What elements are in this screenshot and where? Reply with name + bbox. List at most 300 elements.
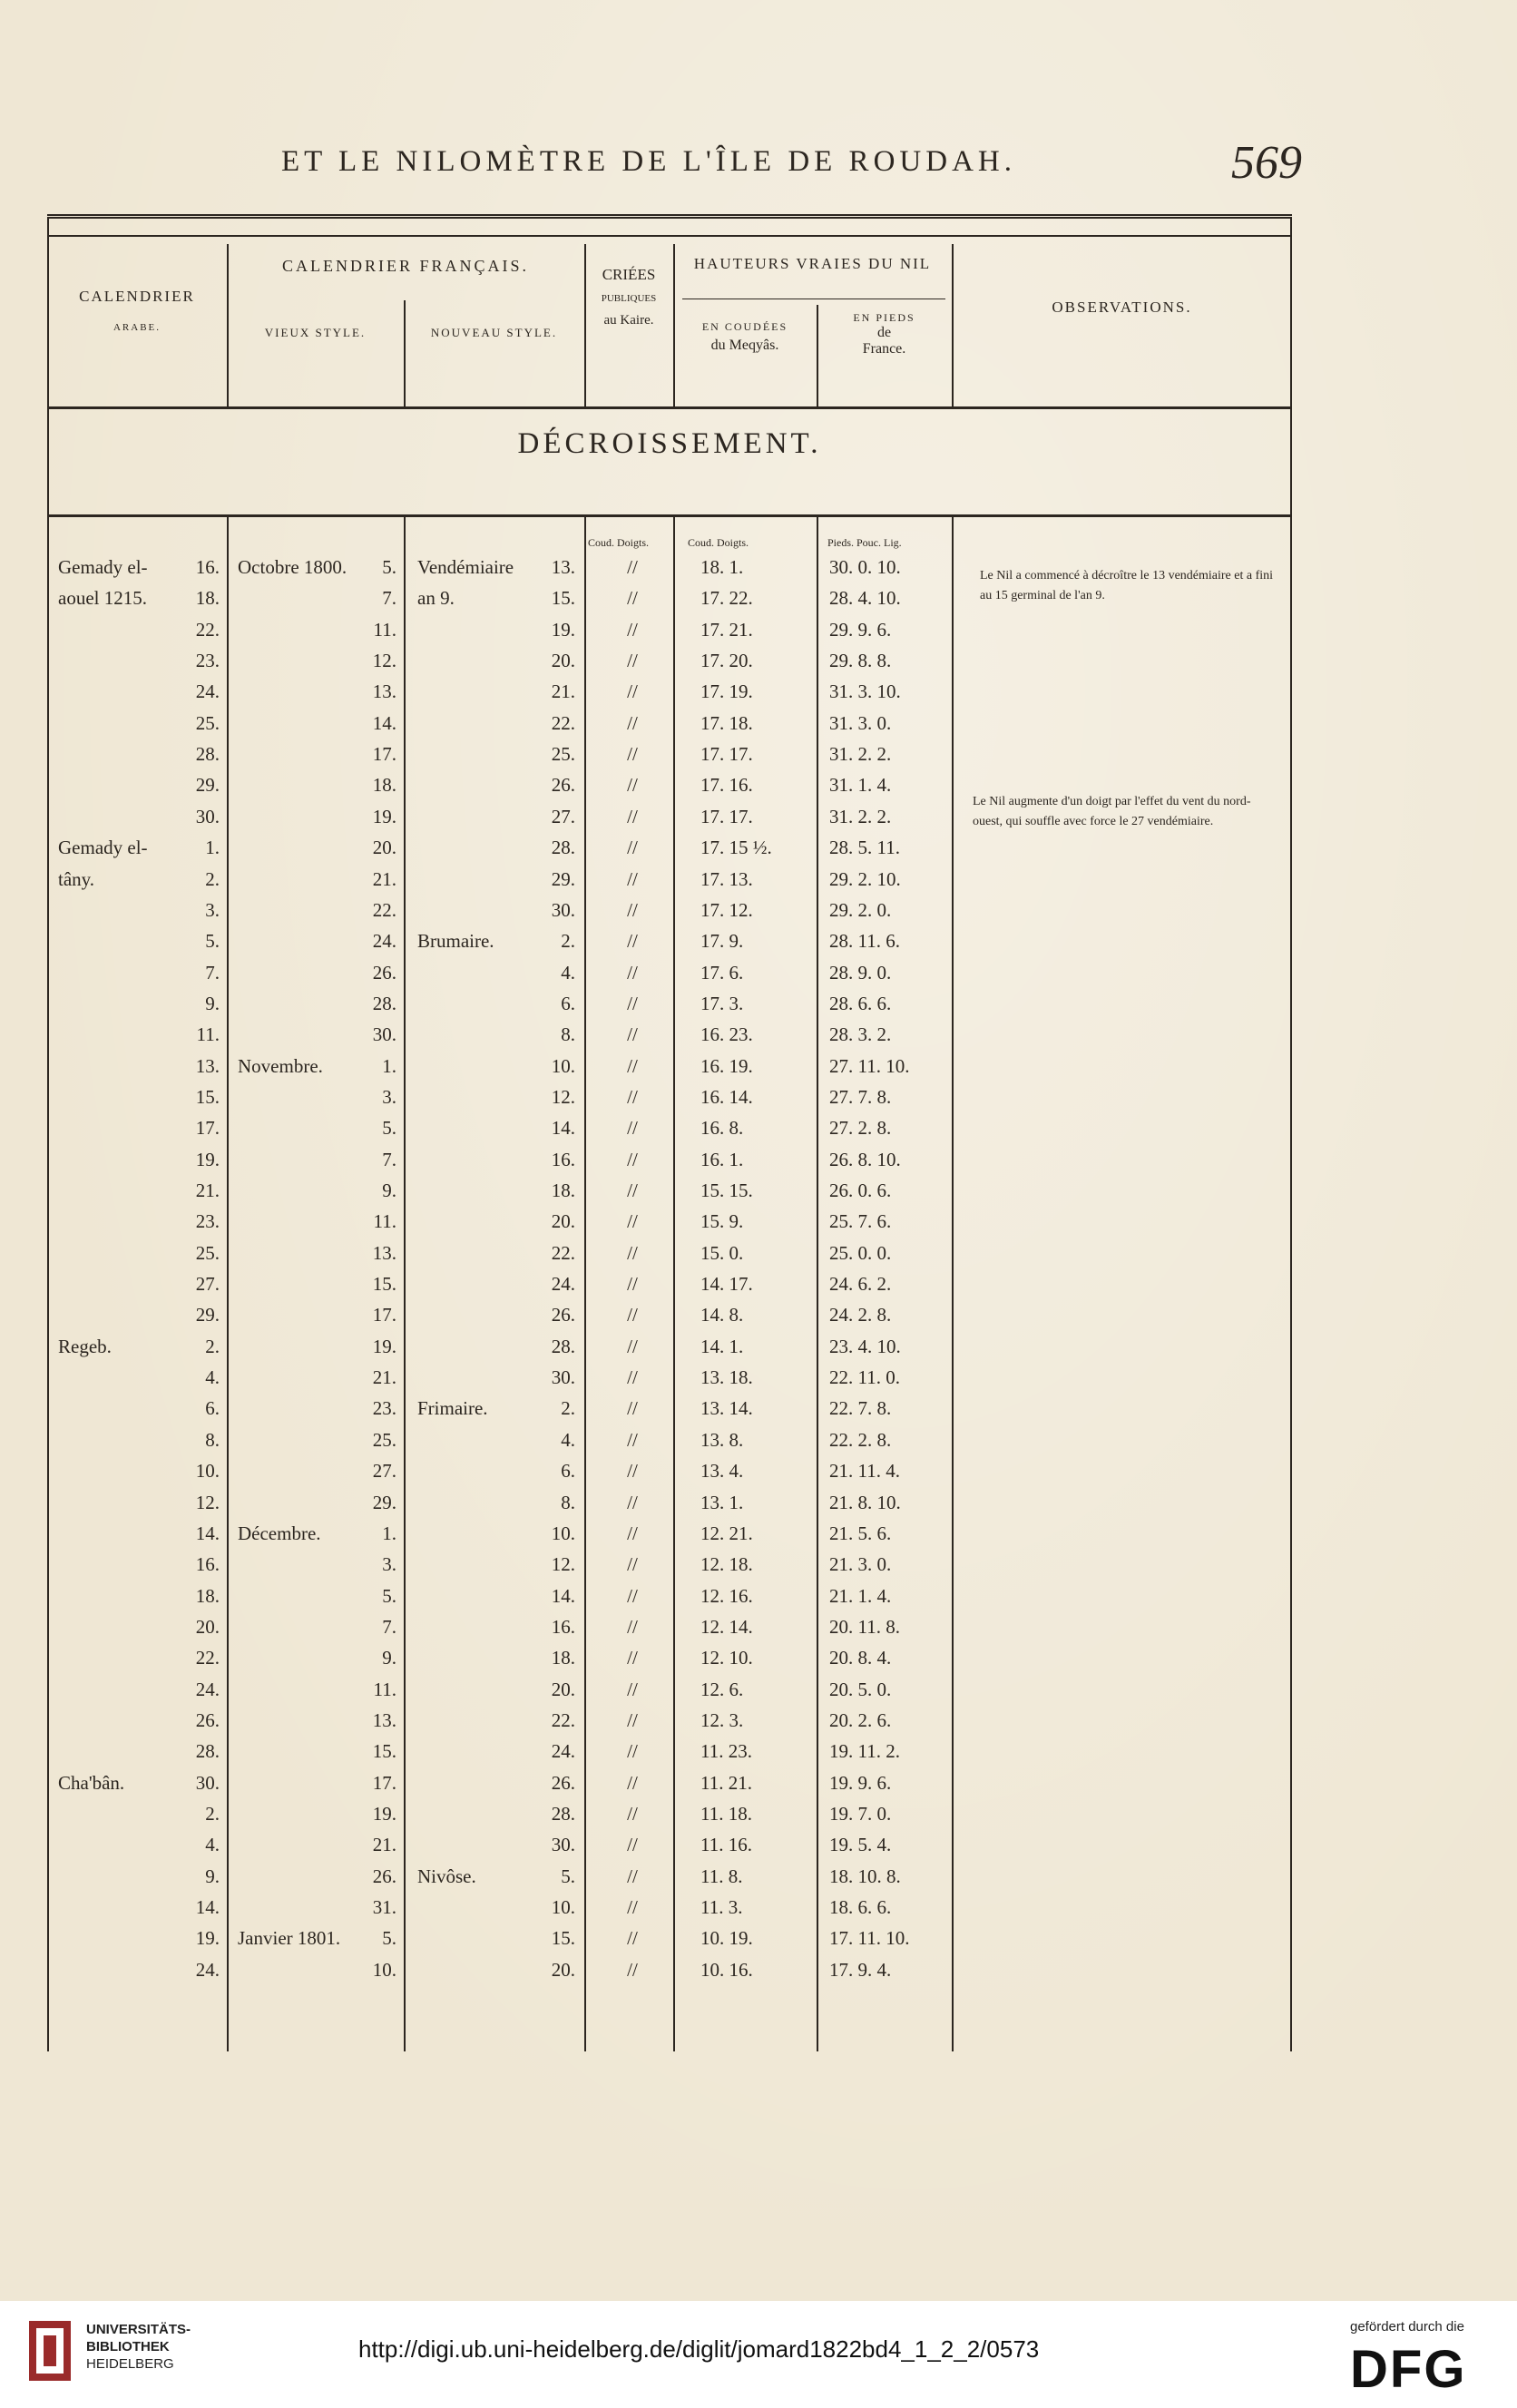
col-head-old-style: VIEUX STYLE. bbox=[264, 326, 367, 339]
old-day: 21. bbox=[372, 1366, 396, 1389]
university-seal-icon bbox=[27, 2319, 73, 2383]
col-rule bbox=[952, 244, 954, 407]
units-coudees: Coud. Doigts. bbox=[688, 536, 749, 549]
coudees-value: 12. 14. bbox=[700, 1615, 753, 1638]
table-row bbox=[47, 1210, 1292, 1241]
coudees-value: 17. 21. bbox=[700, 618, 753, 641]
cries-value: // bbox=[627, 711, 638, 734]
old-day: 10. bbox=[372, 1958, 396, 1981]
new-day: 14. bbox=[551, 1117, 575, 1140]
pieds-value: 21. 8. 10. bbox=[829, 1491, 901, 1513]
coudees-value: 12. 6. bbox=[700, 1678, 744, 1700]
new-day: 13. bbox=[551, 556, 575, 578]
coudees-value: 17. 22. bbox=[700, 587, 753, 610]
table-row bbox=[47, 1336, 1292, 1366]
table-row bbox=[47, 1023, 1292, 1054]
new-day: 24. bbox=[551, 1273, 575, 1296]
table-row bbox=[47, 1647, 1292, 1678]
cries-value: // bbox=[627, 1615, 638, 1638]
coudees-value: 13. 1. bbox=[700, 1491, 744, 1513]
table-row bbox=[47, 1959, 1292, 1990]
table-row bbox=[47, 1896, 1292, 1927]
new-day: 25. bbox=[551, 743, 575, 766]
old-day: 17. bbox=[372, 1304, 396, 1326]
table-row bbox=[47, 1304, 1292, 1335]
old-day: 7. bbox=[382, 1615, 396, 1638]
old-day: 11. bbox=[373, 1210, 396, 1233]
pieds-value: 19. 7. 0. bbox=[829, 1803, 892, 1825]
table-row bbox=[47, 1366, 1292, 1397]
arabic-day: 25. bbox=[195, 1241, 220, 1264]
new-day: 20. bbox=[551, 1678, 575, 1700]
cries-value: // bbox=[627, 1023, 638, 1046]
table-row bbox=[47, 1273, 1292, 1304]
arabic-month: Cha'bân. bbox=[58, 1771, 125, 1794]
coudees-value: 13. 8. bbox=[700, 1428, 744, 1451]
old-day: 5. bbox=[382, 1927, 396, 1950]
cries-value: // bbox=[627, 1210, 638, 1233]
pieds-value: 27. 2. 8. bbox=[829, 1117, 892, 1140]
pieds-value: 20. 2. 6. bbox=[829, 1708, 892, 1731]
arabic-day: 16. bbox=[195, 556, 220, 578]
pieds-value: 18. 6. 6. bbox=[829, 1896, 892, 1919]
old-day: 3. bbox=[382, 1085, 396, 1108]
old-day: 17. bbox=[372, 743, 396, 766]
arabic-day: 23. bbox=[195, 1210, 220, 1233]
new-day: 12. bbox=[551, 1085, 575, 1108]
cries-value: // bbox=[627, 867, 638, 890]
new-month: Brumaire. bbox=[417, 930, 494, 953]
old-day: 13. bbox=[372, 1241, 396, 1264]
cries-value: // bbox=[627, 774, 638, 797]
coudees-value: 13. 18. bbox=[700, 1366, 753, 1389]
arabic-day: 15. bbox=[195, 1085, 220, 1108]
new-day: 16. bbox=[551, 1615, 575, 1638]
pieds-value: 19. 9. 6. bbox=[829, 1771, 892, 1794]
old-day: 29. bbox=[372, 1491, 396, 1513]
observation-note: Le Nil a commencé à décroître le 13 vendémiaire et a fini au 15 germinal de l'an 9. bbox=[980, 569, 1274, 602]
arabic-day: 16. bbox=[195, 1553, 220, 1576]
cries-value: // bbox=[627, 1740, 638, 1763]
cries-value: // bbox=[627, 1180, 638, 1201]
col-head-pieds: EN PIEDS de France. bbox=[853, 311, 915, 357]
col-rule bbox=[404, 300, 406, 407]
new-day: 20. bbox=[551, 650, 575, 672]
new-day: 6. bbox=[561, 992, 575, 1014]
new-day: 30. bbox=[551, 898, 575, 921]
pieds-value: 28. 4. 10. bbox=[829, 587, 901, 610]
arabic-day: 21. bbox=[195, 1180, 220, 1201]
pieds-value: 21. 5. 6. bbox=[829, 1522, 892, 1544]
arabic-month: Gemady el- bbox=[58, 556, 148, 578]
coudees-value: 14. 8. bbox=[700, 1304, 744, 1326]
new-day: 30. bbox=[551, 1366, 575, 1389]
coudees-value: 15. 0. bbox=[700, 1241, 744, 1264]
table-row bbox=[47, 1865, 1292, 1896]
arabic-day: 14. bbox=[195, 1896, 220, 1919]
table-row bbox=[47, 712, 1292, 743]
arabic-day: 7. bbox=[205, 961, 220, 984]
cries-value: // bbox=[627, 1335, 638, 1357]
table-row bbox=[47, 1679, 1292, 1709]
table-row bbox=[47, 680, 1292, 711]
table-row bbox=[47, 1927, 1292, 1958]
funder-caption: gefördert durch die bbox=[1350, 2319, 1464, 2335]
coudees-value: 13. 14. bbox=[700, 1397, 753, 1420]
old-day: 7. bbox=[382, 1148, 396, 1170]
nile-level-table bbox=[47, 214, 1292, 2051]
arabic-month: Gemady el- bbox=[58, 837, 148, 859]
cries-value: // bbox=[627, 1428, 638, 1451]
cries-value: // bbox=[627, 1117, 638, 1140]
old-day: 21. bbox=[372, 867, 396, 890]
new-day: 30. bbox=[551, 1834, 575, 1856]
table-row bbox=[47, 1429, 1292, 1460]
pieds-value: 21. 11. 4. bbox=[829, 1460, 900, 1483]
cries-value: // bbox=[627, 1927, 638, 1950]
coudees-value: 11. 16. bbox=[700, 1834, 752, 1856]
table-row bbox=[47, 1149, 1292, 1180]
cries-value: // bbox=[627, 992, 638, 1014]
cries-value: // bbox=[627, 650, 638, 672]
table-row bbox=[47, 650, 1292, 680]
col-head-observations: OBSERVATIONS. bbox=[1052, 299, 1192, 316]
old-day: 7. bbox=[382, 587, 396, 610]
coudees-value: 18. 1. bbox=[700, 556, 744, 578]
old-day: 11. bbox=[373, 618, 396, 641]
cries-value: // bbox=[627, 618, 638, 641]
coudees-value: 15. 15. bbox=[700, 1180, 753, 1201]
arabic-day: 17. bbox=[195, 1117, 220, 1140]
new-day: 6. bbox=[561, 1460, 575, 1483]
pieds-value: 28. 9. 0. bbox=[829, 961, 892, 984]
page-header bbox=[272, 136, 1325, 200]
old-day: 11. bbox=[373, 1678, 396, 1700]
cries-value: // bbox=[627, 805, 638, 827]
coudees-value: 11. 8. bbox=[700, 1865, 743, 1887]
arabic-month: aouel 1215. bbox=[58, 587, 147, 610]
arabic-day: 22. bbox=[195, 618, 220, 641]
coudees-value: 17. 13. bbox=[700, 867, 753, 890]
new-day: 4. bbox=[561, 1428, 575, 1451]
arabic-day: 9. bbox=[205, 992, 220, 1014]
header-bottom-rule bbox=[47, 406, 1292, 409]
dfg-logo: DFG bbox=[1350, 2340, 1467, 2399]
coudees-value: 12. 3. bbox=[700, 1708, 744, 1731]
pieds-value: 22. 2. 8. bbox=[829, 1428, 892, 1451]
arabic-day: 4. bbox=[205, 1366, 220, 1389]
running-title: ET LE NILOMÈTRE DE L'ÎLE DE ROUDAH. bbox=[281, 145, 1016, 178]
old-day: 26. bbox=[372, 1865, 396, 1887]
arabic-day: 24. bbox=[195, 680, 220, 703]
table-row bbox=[47, 962, 1292, 993]
pieds-value: 29. 8. 8. bbox=[829, 650, 892, 672]
pieds-value: 28. 6. 6. bbox=[829, 992, 892, 1014]
new-month: Frimaire. bbox=[417, 1397, 488, 1420]
col-head-cries: CRIÉES PUBLIQUES au Kaire. bbox=[601, 266, 657, 328]
new-day: 10. bbox=[551, 1054, 575, 1077]
pieds-value: 31. 3. 0. bbox=[829, 711, 892, 734]
new-day: 24. bbox=[551, 1740, 575, 1763]
old-day: 15. bbox=[372, 1273, 396, 1296]
table-row bbox=[47, 993, 1292, 1023]
table-row bbox=[47, 619, 1292, 650]
old-month: Octobre 1800. bbox=[238, 556, 347, 578]
new-day: 22. bbox=[551, 1708, 575, 1731]
cries-value: // bbox=[627, 743, 638, 766]
coudees-value: 11. 18. bbox=[700, 1803, 752, 1825]
coudees-value: 17. 9. bbox=[700, 930, 744, 953]
old-day: 1. bbox=[382, 1054, 396, 1077]
arabic-day: 14. bbox=[195, 1522, 220, 1544]
table-row bbox=[47, 1492, 1292, 1522]
pieds-value: 28. 3. 2. bbox=[829, 1023, 892, 1046]
coudees-value: 14. 17. bbox=[700, 1273, 753, 1296]
pieds-value: 23. 4. 10. bbox=[829, 1335, 901, 1357]
arabic-day: 24. bbox=[195, 1678, 220, 1700]
old-day: 3. bbox=[382, 1553, 396, 1576]
arabic-month: Regeb. bbox=[58, 1335, 112, 1357]
pieds-value: 20. 5. 0. bbox=[829, 1678, 892, 1700]
arabic-day: 5. bbox=[205, 930, 220, 953]
cries-value: // bbox=[627, 898, 638, 921]
new-month: an 9. bbox=[417, 587, 455, 610]
coudees-value: 14. 1. bbox=[700, 1335, 744, 1357]
coudees-value: 16. 8. bbox=[700, 1117, 744, 1140]
arabic-day: 23. bbox=[195, 650, 220, 672]
coudees-value: 17. 17. bbox=[700, 805, 753, 827]
cries-value: // bbox=[627, 1834, 638, 1856]
new-day: 27. bbox=[551, 805, 575, 827]
new-day: 2. bbox=[561, 1397, 575, 1420]
pieds-value: 20. 8. 4. bbox=[829, 1647, 892, 1669]
old-day: 25. bbox=[372, 1428, 396, 1451]
pieds-value: 31. 1. 4. bbox=[829, 774, 892, 797]
new-month: Vendémiaire bbox=[417, 556, 514, 578]
table-row bbox=[47, 743, 1292, 774]
arabic-day: 19. bbox=[195, 1927, 220, 1950]
arabic-day: 19. bbox=[195, 1148, 220, 1170]
new-day: 15. bbox=[551, 587, 575, 610]
new-day: 26. bbox=[551, 774, 575, 797]
table-row bbox=[47, 1522, 1292, 1553]
table-row bbox=[47, 1709, 1292, 1740]
old-month: Novembre. bbox=[238, 1054, 323, 1077]
pieds-value: 31. 3. 10. bbox=[829, 680, 901, 703]
arabic-day: 4. bbox=[205, 1834, 220, 1856]
pieds-value: 31. 2. 2. bbox=[829, 805, 892, 827]
arabic-day: 8. bbox=[205, 1428, 220, 1451]
cries-value: // bbox=[627, 1958, 638, 1981]
old-day: 1. bbox=[382, 1522, 396, 1544]
arabic-day: 13. bbox=[195, 1054, 220, 1077]
table-row bbox=[47, 1086, 1292, 1117]
coudees-value: 12. 16. bbox=[700, 1584, 753, 1607]
coudees-value: 12. 18. bbox=[700, 1553, 753, 1576]
new-day: 2. bbox=[561, 930, 575, 953]
old-day: 13. bbox=[372, 680, 396, 703]
pieds-value: 29. 2. 10. bbox=[829, 867, 901, 890]
pieds-value: 25. 0. 0. bbox=[829, 1241, 892, 1264]
arabic-day: 2. bbox=[205, 1803, 220, 1825]
old-day: 13. bbox=[372, 1708, 396, 1731]
section-title: DÉCROISSEMENT. bbox=[517, 427, 822, 460]
cries-value: // bbox=[627, 1647, 638, 1669]
pieds-value: 24. 6. 2. bbox=[829, 1273, 892, 1296]
new-day: 8. bbox=[561, 1023, 575, 1046]
coudees-value: 17. 20. bbox=[700, 650, 753, 672]
table-row bbox=[47, 899, 1292, 930]
arabic-day: 30. bbox=[195, 805, 220, 827]
old-day: 19. bbox=[372, 1803, 396, 1825]
old-day: 26. bbox=[372, 961, 396, 984]
arabic-day: 2. bbox=[205, 1335, 220, 1357]
new-day: 28. bbox=[551, 837, 575, 859]
cries-value: // bbox=[627, 1054, 638, 1077]
arabic-day: 1. bbox=[205, 837, 220, 859]
units-cries: Coud. Doigts. bbox=[588, 536, 650, 549]
pieds-value: 22. 11. 0. bbox=[829, 1366, 900, 1389]
new-day: 28. bbox=[551, 1803, 575, 1825]
table-row bbox=[47, 1055, 1292, 1086]
old-day: 14. bbox=[372, 711, 396, 734]
table-row bbox=[47, 1397, 1292, 1428]
coudees-value: 16. 23. bbox=[700, 1023, 753, 1046]
coudees-value: 17. 12. bbox=[700, 898, 753, 921]
new-day: 26. bbox=[551, 1771, 575, 1794]
new-day: 20. bbox=[551, 1958, 575, 1981]
new-day: 19. bbox=[551, 618, 575, 641]
old-day: 27. bbox=[372, 1460, 396, 1483]
arabic-day: 18. bbox=[195, 587, 220, 610]
coudees-value: 12. 10. bbox=[700, 1647, 753, 1669]
table-row bbox=[47, 1585, 1292, 1616]
new-day: 29. bbox=[551, 867, 575, 890]
new-day: 12. bbox=[551, 1553, 575, 1576]
arabic-day: 20. bbox=[195, 1615, 220, 1638]
pieds-value: 26. 8. 10. bbox=[829, 1148, 901, 1170]
pieds-value: 25. 7. 6. bbox=[829, 1210, 892, 1233]
pieds-value: 27. 11. 10. bbox=[829, 1054, 910, 1077]
pieds-value: 20. 11. 8. bbox=[829, 1615, 900, 1638]
pieds-value: 19. 5. 4. bbox=[829, 1834, 892, 1856]
old-day: 12. bbox=[372, 650, 396, 672]
coudees-value: 17. 18. bbox=[700, 711, 753, 734]
cries-value: // bbox=[627, 556, 638, 578]
arabic-day: 6. bbox=[205, 1397, 220, 1420]
cries-value: // bbox=[627, 1366, 638, 1389]
cries-value: // bbox=[627, 1273, 638, 1296]
cries-value: // bbox=[627, 1241, 638, 1264]
pieds-value: 30. 0. 10. bbox=[829, 556, 901, 578]
cries-value: // bbox=[627, 961, 638, 984]
page-number: 569 bbox=[1231, 137, 1302, 189]
pieds-value: 28. 11. 6. bbox=[829, 930, 900, 953]
old-month: Janvier 1801. bbox=[238, 1927, 341, 1950]
cries-value: // bbox=[627, 1803, 638, 1825]
table-row bbox=[47, 1740, 1292, 1771]
arabic-day: 2. bbox=[205, 867, 220, 890]
pieds-value: 18. 10. 8. bbox=[829, 1865, 901, 1887]
col-head-new-style: NOUVEAU STYLE. bbox=[430, 326, 558, 339]
pieds-value: 27. 7. 8. bbox=[829, 1085, 892, 1108]
table-row bbox=[47, 1180, 1292, 1210]
arabic-day: 9. bbox=[205, 1865, 220, 1887]
arabic-day: 25. bbox=[195, 711, 220, 734]
old-day: 23. bbox=[372, 1397, 396, 1420]
pieds-value: 17. 9. 4. bbox=[829, 1958, 892, 1981]
pieds-value: 24. 2. 8. bbox=[829, 1304, 892, 1326]
new-day: 5. bbox=[561, 1865, 575, 1887]
coudees-value: 12. 21. bbox=[700, 1522, 753, 1544]
cries-value: // bbox=[627, 1085, 638, 1108]
col-head-coudees: EN COUDÉES du Meqyâs. bbox=[701, 320, 788, 353]
permalink-url[interactable]: http://digi.ub.uni-heidelberg.de/diglit/jomard1822bd4_1_2_2/0573 bbox=[358, 2335, 1040, 2363]
table-row bbox=[47, 1616, 1292, 1647]
table-row bbox=[47, 1553, 1292, 1584]
cries-value: // bbox=[627, 1896, 638, 1919]
arabic-month: tâny. bbox=[58, 867, 95, 890]
arabic-day: 28. bbox=[195, 743, 220, 766]
cries-value: // bbox=[627, 1304, 638, 1326]
cries-value: // bbox=[627, 587, 638, 610]
arabic-day: 26. bbox=[195, 1708, 220, 1731]
old-month: Décembre. bbox=[238, 1522, 321, 1544]
new-day: 18. bbox=[551, 1647, 575, 1669]
old-day: 19. bbox=[372, 805, 396, 827]
table-row bbox=[47, 1772, 1292, 1803]
table-row bbox=[47, 837, 1292, 867]
old-day: 19. bbox=[372, 1335, 396, 1357]
pieds-value: 21. 1. 4. bbox=[829, 1584, 892, 1607]
pieds-value: 29. 9. 6. bbox=[829, 618, 892, 641]
old-day: 5. bbox=[382, 556, 396, 578]
cries-value: // bbox=[627, 1148, 638, 1170]
arabic-day: 27. bbox=[195, 1273, 220, 1296]
cries-value: // bbox=[627, 1865, 638, 1887]
coudees-value: 11. 23. bbox=[700, 1740, 752, 1763]
coudees-value: 17. 16. bbox=[700, 774, 753, 797]
cries-value: // bbox=[627, 1460, 638, 1483]
arabic-day: 29. bbox=[195, 1304, 220, 1326]
arabic-day: 30. bbox=[195, 1771, 220, 1794]
coudees-value: 11. 3. bbox=[700, 1896, 743, 1919]
units-pieds: Pieds. Pouc. Lig. bbox=[827, 536, 902, 549]
old-day: 20. bbox=[372, 837, 396, 859]
pieds-value: 29. 2. 0. bbox=[829, 898, 892, 921]
coudees-value: 16. 1. bbox=[700, 1148, 744, 1170]
coudees-value: 16. 19. bbox=[700, 1054, 753, 1077]
coudees-value: 17. 15 ½. bbox=[700, 837, 772, 859]
table-row bbox=[47, 868, 1292, 899]
old-day: 9. bbox=[382, 1180, 396, 1201]
coudees-value: 17. 3. bbox=[700, 992, 744, 1014]
new-day: 22. bbox=[551, 1241, 575, 1264]
old-day: 9. bbox=[382, 1647, 396, 1669]
arabic-day: 12. bbox=[195, 1491, 220, 1513]
old-day: 17. bbox=[372, 1771, 396, 1794]
table-row bbox=[47, 1117, 1292, 1148]
old-day: 31. bbox=[372, 1896, 396, 1919]
new-day: 15. bbox=[551, 1927, 575, 1950]
table-row bbox=[47, 1834, 1292, 1865]
pieds-value: 28. 5. 11. bbox=[829, 837, 900, 859]
arabic-day: 24. bbox=[195, 1958, 220, 1981]
coudees-value: 10. 16. bbox=[700, 1958, 753, 1981]
pieds-value: 17. 11. 10. bbox=[829, 1927, 910, 1950]
pieds-value: 26. 0. 6. bbox=[829, 1180, 892, 1201]
new-day: 26. bbox=[551, 1304, 575, 1326]
